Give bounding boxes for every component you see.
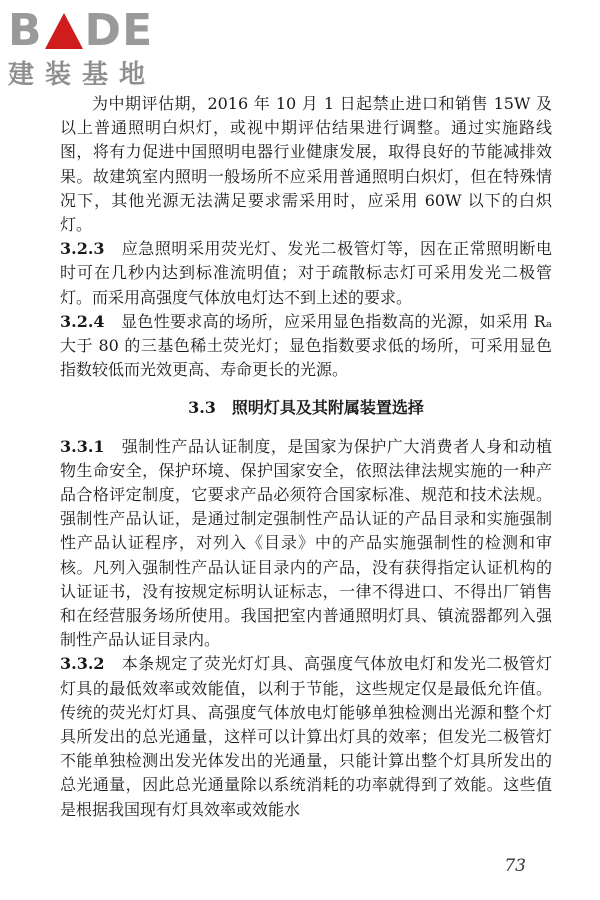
clause-3-3-1 bbox=[60, 435, 552, 653]
clause-3-3-2 bbox=[60, 652, 552, 821]
logo-letters-right: DE bbox=[84, 5, 154, 56]
clause-number: 3.2.3 bbox=[60, 239, 105, 259]
paragraph-intro: 为中期评估期，2016 年 10 月 1 日起禁止进口和销售 15W 及以上普通照明白炽灯，或视中期评估结果进行调整。通过实施路线图，将有力促进中国照明电器行业健康发展，取得良好的节能减排效果。故建筑室内照明一般场所不应采用普通照明白炽灯，但在特殊情况下，其他光源无法满足要求需采用时，应采用 60W 以下的白炽灯。 bbox=[60, 94, 552, 235]
document-body bbox=[60, 92, 552, 822]
clause-text: 强制性产品认证制度，是国家为保护广大消费者人身和动植物生命安全，保护环境、保护国家安全，依照法律法规实施的一种产品合格评定制度，它要求产品必须符合国家标准、规范和技术法规。强制性产品认证，是通过制定强制性产品认证的产品目录和实施强制性产品认证程序，对列入《目录》中的产品实施强制性的检测和审核。凡列入强制性产品认证目录内的产品，没有获得指定认证机构的认证证书，没有按规定标明认证标志，一律不得进口、不得出厂销售和在经营服务场所使用。我国把室内普通照明灯具、镇流器都列入强制性产品认证目录内。 bbox=[60, 436, 552, 650]
logo-subtitle: 建装基地 bbox=[8, 60, 157, 90]
clause-3-2-3 bbox=[60, 237, 552, 310]
clause-number: 3.3.2 bbox=[60, 654, 105, 674]
section-heading: 3.3 照明灯具及其附属装置选择 bbox=[188, 398, 424, 418]
clause-3-2-4 bbox=[60, 310, 552, 383]
page-number: 73 bbox=[504, 856, 526, 876]
clause-text: 应急照明采用荧光灯、发光二极管灯等，因在正常照明断电时可在几秒内达到标准流明值；对于疏散标志灯可采用发光二极管灯。而采用高强度气体放电灯达不到上述的要求。 bbox=[60, 239, 552, 307]
logo-letters-left: B bbox=[8, 5, 43, 56]
clause-number: 3.3.1 bbox=[60, 436, 105, 456]
clause-number: 3.2.4 bbox=[60, 311, 105, 331]
clause-text: 本条规定了荧光灯灯具、高强度气体放电灯和发光二极管灯灯具的最低效率或效能值，以利于节能，这些规定仅是最低允许值。传统的荧光灯灯具、高强度气体放电灯能够单独检测出光源和整个灯具所发出的总光通量，这样可以计算出灯具的效率；但发光二极管灯不能单独检测出发光体发出的光通量，只能计算出整个灯具所发出的总光通量，因此总光通量除以系统消耗的功率就得到了效能。这些值是根据我国现有灯具效率或效能水 bbox=[60, 654, 552, 819]
bade-logo bbox=[8, 6, 178, 92]
logo-red-triangle-icon bbox=[45, 13, 83, 49]
logo-wordmark bbox=[8, 6, 178, 56]
clause-text: 显色性要求高的场所，应采用显色指数高的光源，如采用 Rₐ 大于 80 的三基色稀土荧光灯；显色指数要求低的场所，可采用显色指数较低而光效更高、寿命更长的光源。 bbox=[60, 311, 552, 380]
